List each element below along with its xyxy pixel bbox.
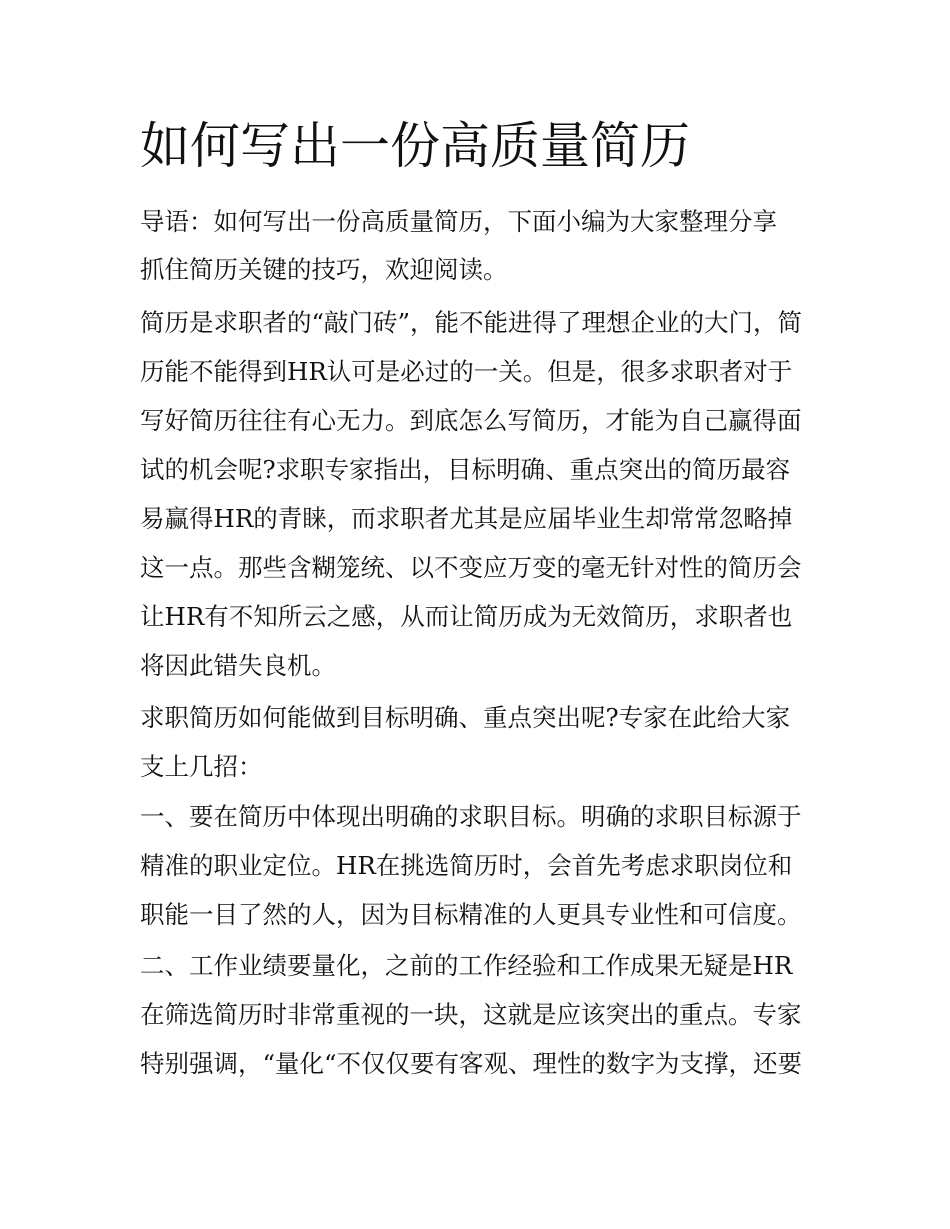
- paragraph-1-line-6: 这一点。那些含糊笼统、以不变应万变的毫无针对性的简历会: [140, 553, 802, 582]
- point-1-line-1: 一、要在简历中体现出明确的求职目标。明确的求职目标源于: [140, 802, 802, 831]
- point-1-line-2: 精准的职业定位。HR在挑选简历时，会首先考虑求职岗位和: [140, 851, 793, 880]
- point-1-line-3: 职能一目了然的人，因为目标精准的人更具专业性和可信度。: [140, 900, 802, 929]
- paragraph-1-line-2: 历能不能得到HR认可是必过的一关。但是，很多求职者对于: [140, 357, 793, 386]
- intro-line-2: 抓住简历关键的技巧，欢迎阅读。: [140, 255, 508, 284]
- paragraph-1-line-8: 将因此错失良机。: [140, 651, 336, 680]
- point-2-line-1: 二、工作业绩要量化，之前的工作经验和工作成果无疑是HR: [140, 951, 793, 980]
- paragraph-1-line-5: 易赢得HR的青睐，而求职者尤其是应届毕业生却常常忽略掉: [140, 504, 793, 533]
- paragraph-1-line-3: 写好简历往往有心无力。到底怎么写简历，才能为自己赢得面: [140, 406, 802, 435]
- paragraph-2-line-1: 求职简历如何能做到目标明确、重点突出呢?专家在此给大家: [140, 703, 791, 732]
- point-2-line-3: 特别强调，“量化“不仅仅要有客观、理性的数字为支撑，还要: [140, 1049, 803, 1078]
- point-2-line-2: 在筛选简历时非常重视的一块，这就是应该突出的重点。专家: [140, 1000, 802, 1029]
- document-title: 如何写出一份高质量简历: [140, 117, 690, 175]
- intro-line-1: 导语：如何写出一份高质量简历，下面小编为大家整理分享: [140, 207, 777, 236]
- paragraph-2-line-2: 支上几招：: [140, 752, 263, 781]
- paragraph-1-line-1: 简历是求职者的“敲门砖”，能不能进得了理想企业的大门，简: [140, 308, 803, 337]
- paragraph-1-line-7: 让HR有不知所云之感，从而让简历成为无效简历，求职者也: [140, 602, 793, 631]
- paragraph-1-line-4: 试的机会呢?求职专家指出，目标明确、重点突出的简历最容: [140, 455, 791, 484]
